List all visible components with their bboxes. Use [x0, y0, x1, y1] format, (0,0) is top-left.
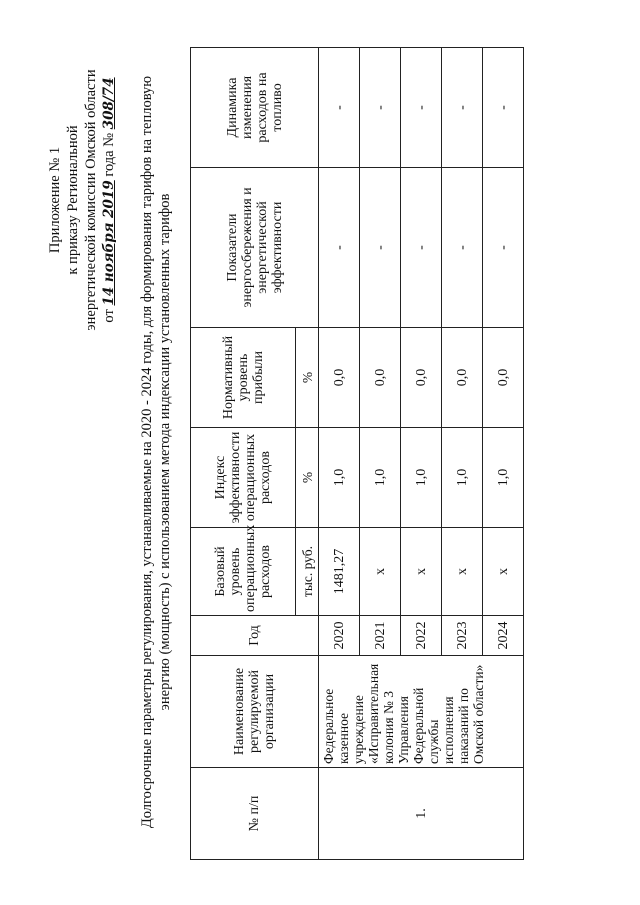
year-cell: 2020 — [319, 616, 360, 656]
index-cell: 1,0 — [360, 428, 401, 528]
profit-cell: 0,0 — [401, 328, 442, 428]
energy-cell: - — [483, 168, 524, 328]
year-cell: 2023 — [442, 616, 483, 656]
header-org: Наименование регулируемой организации — [191, 656, 319, 768]
appendix-line-4 — [100, 50, 118, 350]
title-line-2: энергию (мощность) с использованием метода индексации установленных тарифов — [157, 193, 173, 711]
base-cell: 1481,27 — [319, 528, 360, 616]
profit-cell: 0,0 — [442, 328, 483, 428]
energy-cell: - — [401, 168, 442, 328]
base-cell: x — [401, 528, 442, 616]
appendix-block — [46, 50, 118, 350]
unit-index: % — [296, 428, 319, 528]
energy-cell: - — [360, 168, 401, 328]
profit-cell: 0,0 — [319, 328, 360, 428]
fuel-cell: - — [401, 48, 442, 168]
profit-cell: 0,0 — [360, 328, 401, 428]
document-title — [138, 40, 174, 864]
index-cell: 1,0 — [483, 428, 524, 528]
header-energy: Показатели энергосбережения и энергетической эффективности — [191, 168, 319, 328]
appendix-prefix: от — [101, 309, 117, 323]
fuel-cell: - — [319, 48, 360, 168]
header-fuel: Динамика изменения расходов на топливо — [191, 48, 319, 168]
appendix-line-2: к приказу Региональной — [65, 125, 81, 275]
header-num: № п/п — [191, 768, 319, 860]
rotated-sheet — [40, 32, 600, 872]
index-cell: 1,0 — [442, 428, 483, 528]
appendix-middle: года № — [101, 132, 117, 177]
energy-cell: - — [442, 168, 483, 328]
index-cell: 1,0 — [401, 428, 442, 528]
fuel-cell: - — [483, 48, 524, 168]
handwritten-number: 308/74 — [101, 77, 117, 130]
org-name-cell: Федеральное казенное учреждение «Исправительная колония № 3 Управления Федеральной службы исполнения наказаний по Омской области» — [319, 656, 524, 768]
header-base: Базовый уровень операционных расходов — [191, 528, 296, 616]
org-number-cell: 1. — [319, 768, 524, 860]
header-index: Индекс эффективности операционных расходов — [191, 428, 296, 528]
index-cell: 1,0 — [319, 428, 360, 528]
parameters-table — [190, 47, 524, 860]
year-cell: 2022 — [401, 616, 442, 656]
base-cell: x — [442, 528, 483, 616]
table-row — [319, 48, 360, 860]
header-profit: Нормативный уровень прибыли — [191, 328, 296, 428]
base-cell: x — [483, 528, 524, 616]
title-line-1: Долгосрочные параметры регулирования, устанавливаемые на 2020 - 2024 годы, для формирования тарифов на тепловую — [139, 75, 155, 829]
appendix-line-1: Приложение № 1 — [47, 146, 63, 254]
unit-base: тыс. руб. — [296, 528, 319, 616]
base-cell: x — [360, 528, 401, 616]
appendix-line-3: энергетической комиссии Омской области — [83, 69, 99, 331]
fuel-cell: - — [360, 48, 401, 168]
energy-cell: - — [319, 168, 360, 328]
unit-profit: % — [296, 328, 319, 428]
header-year: Год — [191, 616, 319, 656]
handwritten-date: 14 ноября 2019 — [101, 180, 117, 306]
year-cell: 2024 — [483, 616, 524, 656]
fuel-cell: - — [442, 48, 483, 168]
profit-cell: 0,0 — [483, 328, 524, 428]
year-cell: 2021 — [360, 616, 401, 656]
